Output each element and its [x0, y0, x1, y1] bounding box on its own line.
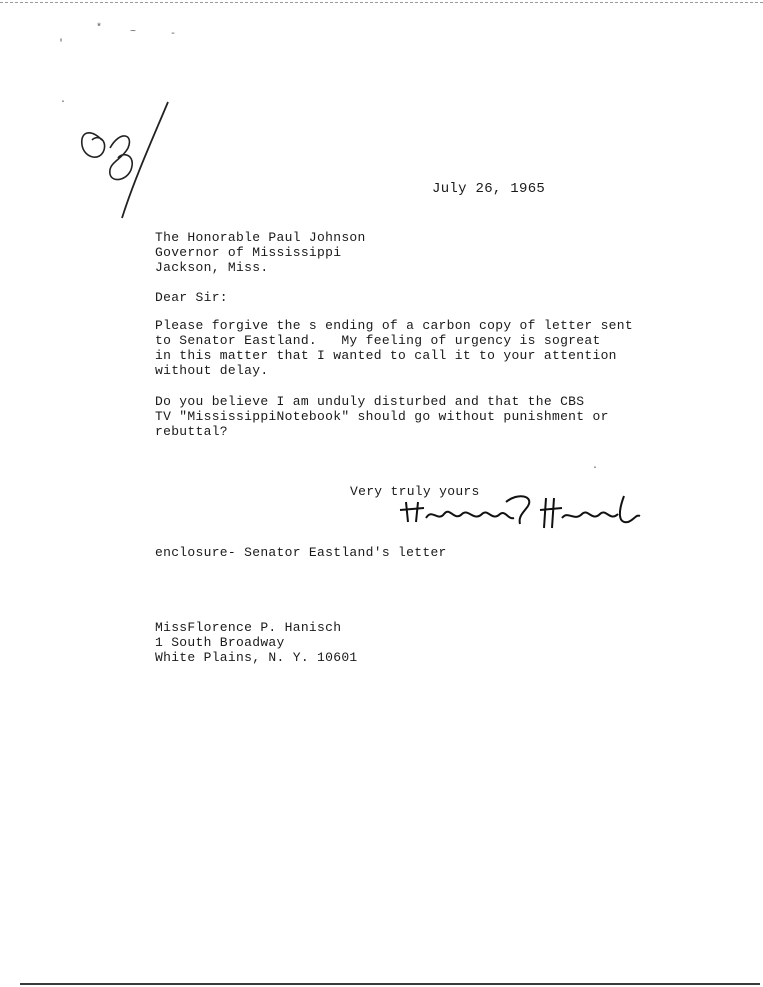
scan-speck: ' [58, 39, 65, 50]
paragraph-1-line-4: without delay. [155, 363, 269, 378]
paragraph-2-line-1: Do you believe I am unduly disturbed and that the CBS [155, 394, 585, 409]
recipient-title: Governor of Mississippi [155, 245, 342, 260]
enclosure-note: enclosure- Senator Eastland's letter [155, 545, 447, 560]
sender-city: White Plains, N. Y. 10601 [155, 650, 358, 665]
page-bottom-edge [20, 983, 760, 985]
letter-date: July 26, 1965 [432, 181, 546, 197]
scan-speck: ~ [130, 27, 137, 38]
salutation: Dear Sir: [155, 290, 228, 305]
scan-speck: - [170, 29, 177, 40]
handwritten-margin-mark-icon [72, 100, 182, 225]
sender-street: 1 South Broadway [155, 635, 285, 650]
paragraph-1-line-2: to Senator Eastland. My feeling of urgency is sogreat [155, 333, 601, 348]
scan-speck: . [592, 461, 599, 472]
recipient-name: The Honorable Paul Johnson [155, 230, 366, 245]
page-top-edge [0, 2, 763, 3]
scan-speck: . [60, 95, 67, 106]
paragraph-2-line-3: rebuttal? [155, 424, 228, 439]
paragraph-1-line-1: Please forgive the s ending of a carbon copy of letter sent [155, 318, 633, 333]
recipient-city: Jackson, Miss. [155, 260, 269, 275]
handwritten-signature-icon [396, 492, 644, 532]
paragraph-2-line-2: TV "MississippiNotebook" should go without punishment or [155, 409, 609, 424]
sender-name: MissFlorence P. Hanisch [155, 620, 342, 635]
closing: Very truly yours [350, 484, 480, 499]
scan-speck: * [96, 23, 103, 34]
paragraph-1-line-3: in this matter that I wanted to call it to your attention [155, 348, 617, 363]
